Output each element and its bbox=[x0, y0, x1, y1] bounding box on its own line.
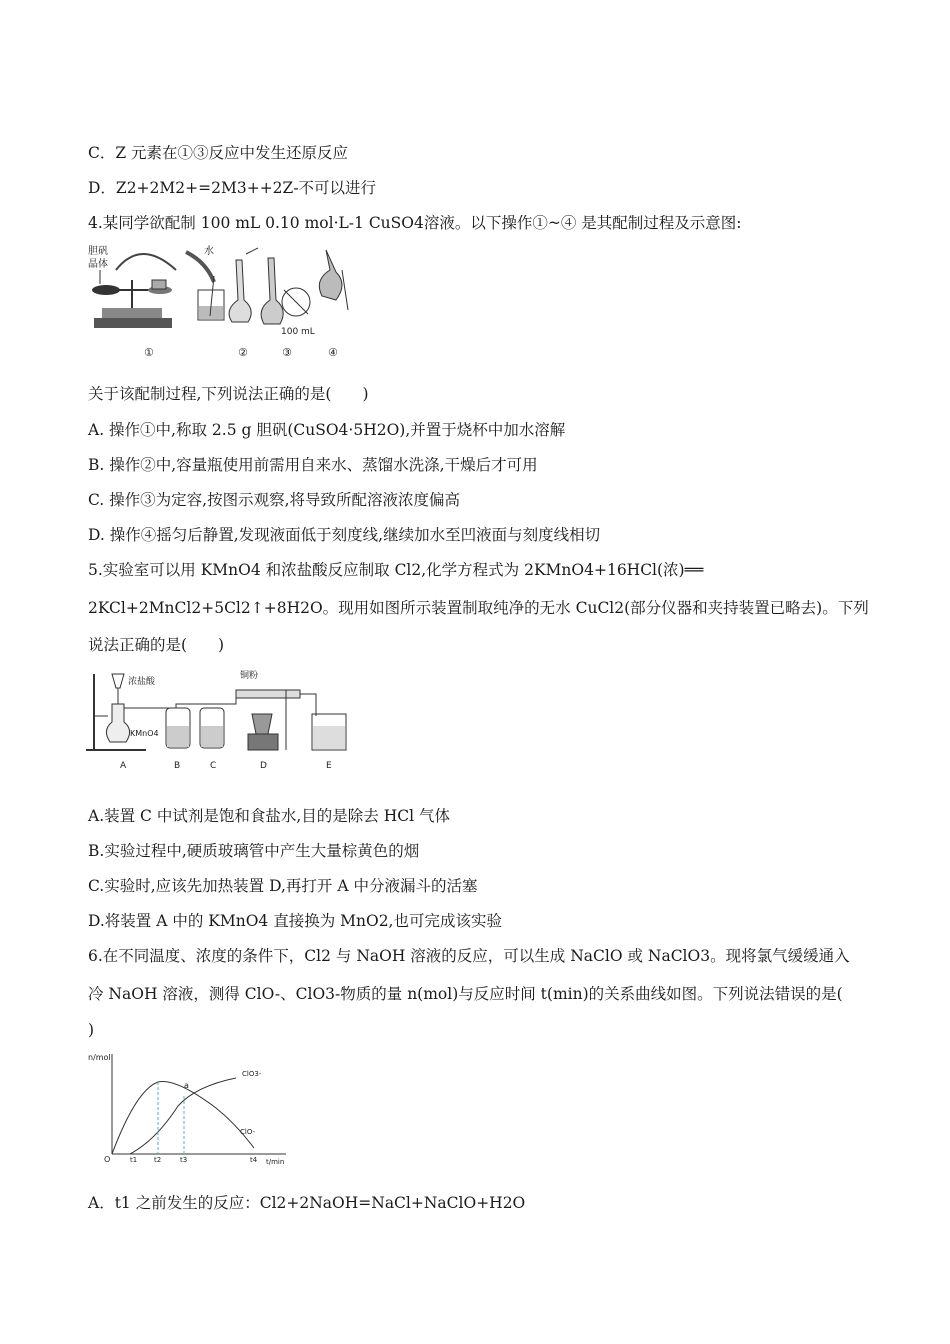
tick-t1: t1 bbox=[130, 1156, 138, 1164]
q4-figure bbox=[86, 240, 358, 362]
q5-figure bbox=[86, 664, 350, 774]
q5-option-c: C.实验时,应该先加热装置 D,再打开 A 中分液漏斗的活塞 bbox=[88, 877, 478, 895]
curve-clo bbox=[112, 1082, 254, 1154]
q4-stem: 4.某同学欲配制 100 mL 0.10 mol·L-1 CuSO4溶液。以下操作①~④ 是其配制过程及示意图: bbox=[88, 214, 742, 232]
q5-stem-3: 说法正确的是( ) bbox=[88, 636, 225, 654]
q5-label-cu: 铜粉 bbox=[240, 671, 259, 681]
q4-option-a: A. 操作①中,称取 2.5 g 胆矾(CuSO4·5H2O),并置于烧杯中加水溶解 bbox=[88, 421, 566, 439]
origin-label: O bbox=[104, 1155, 111, 1164]
q6-option-a: A．t1 之前发生的反应：Cl2+2NaOH=NaCl+NaClO+H2O bbox=[88, 1194, 526, 1212]
q3-option-d: D．Z2+2M2+=2M3++2Z-不可以进行 bbox=[88, 179, 377, 197]
q5-stem-1: 5.实验室可以用 KMnO4 和浓盐酸反应制取 Cl2,化学方程式为 2KMnO4+16HCl(浓)══ bbox=[88, 561, 704, 579]
q5-label-acid: 浓盐酸 bbox=[128, 677, 156, 687]
svg-text:④: ④ bbox=[328, 346, 338, 359]
svg-text:B: B bbox=[174, 761, 181, 771]
q5-option-a: A.装置 C 中试剂是饱和食盐水,目的是除去 HCl 气体 bbox=[88, 807, 450, 825]
q5-option-b: B.实验过程中,硬质玻璃管中产生大量棕黄色的烟 bbox=[88, 842, 420, 860]
svg-text:②: ② bbox=[238, 346, 248, 359]
tick-t3: t3 bbox=[180, 1156, 188, 1164]
q4-option-b: B. 操作②中,容量瓶使用前需用自来水、蒸馏水洗涤,干燥后才可用 bbox=[88, 456, 538, 474]
q3-option-c: C．Z 元素在①③反应中发生还原反应 bbox=[88, 144, 349, 162]
svg-text:①: ① bbox=[144, 346, 154, 359]
svg-text:A: A bbox=[120, 761, 127, 771]
svg-text:D: D bbox=[260, 761, 267, 771]
curve2-label: ClO- bbox=[240, 1128, 256, 1136]
svg-text:③: ③ bbox=[282, 346, 292, 359]
point-a: a bbox=[184, 1081, 189, 1090]
q5-option-d: D.将装置 A 中的 KMnO4 直接换为 MnO2,也可完成该实验 bbox=[88, 912, 502, 930]
q6-stem-1: 6.在不同温度、浓度的条件下，Cl2 与 NaOH 溶液的反应，可以生成 NaClO 或 NaClO3。现将氯气缓缓通入 bbox=[88, 947, 850, 965]
y-axis-label: n/mol bbox=[88, 1053, 111, 1062]
curve-clo3 bbox=[130, 1078, 236, 1154]
svg-text:C: C bbox=[210, 761, 217, 771]
q4-option-d: D. 操作④摇匀后静置,发现液面低于刻度线,继续加水至凹液面与刻度线相切 bbox=[88, 526, 601, 544]
curve1-label: ClO3- bbox=[242, 1070, 262, 1078]
q4-label-water: 水 bbox=[204, 246, 214, 257]
q6-stem-3: ) bbox=[88, 1021, 95, 1039]
tick-t4: t4 bbox=[250, 1156, 258, 1164]
x-axis-label: t/min bbox=[266, 1158, 285, 1166]
q4-ask: 关于该配制过程,下列说法正确的是( ) bbox=[88, 385, 369, 403]
q4-option-c: C. 操作③为定容,按图示观察,将导致所配溶液浓度偏高 bbox=[88, 491, 461, 509]
q4-label-volume: 100 mL bbox=[281, 327, 315, 337]
svg-text:E: E bbox=[326, 761, 332, 771]
svg-text:晶体: 晶体 bbox=[88, 259, 108, 270]
q4-label-crystal: 胆矾 bbox=[88, 246, 108, 257]
q5-stem-2: 2KCl+2MnCl2+5Cl2↑+8H2O。现用如图所示装置制取纯净的无水 CuCl2(部分仪器和夹持装置已略去)。下列 bbox=[88, 599, 869, 617]
tick-t2: t2 bbox=[154, 1156, 162, 1164]
q6-graph bbox=[86, 1050, 288, 1168]
q5-label-kmno4: KMnO4 bbox=[130, 729, 159, 738]
q6-stem-2: 冷 NaOH 溶液，测得 ClO-、ClO3-物质的量 n(mol)与反应时间 t(min)的关系曲线如图。下列说法错误的是( bbox=[88, 985, 843, 1003]
